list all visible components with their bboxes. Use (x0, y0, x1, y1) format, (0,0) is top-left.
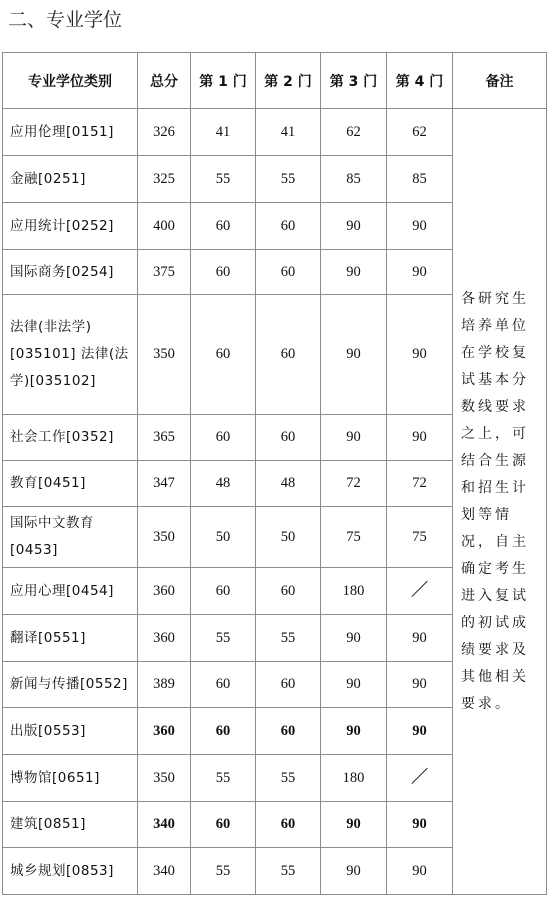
subject-1-score-cell: 60 (191, 250, 256, 295)
subject-2-score-cell: 55 (256, 156, 321, 203)
subject-3-score-cell: 75 (321, 507, 387, 568)
subject-4-score-cell: 75 (387, 507, 453, 568)
subject-4-score-cell: 90 (387, 802, 453, 848)
subject-3-score-cell: 90 (321, 250, 387, 295)
category-cell: 社会工作[0352] (3, 415, 138, 461)
subject-3-score-cell: 90 (321, 295, 387, 415)
category-cell: 金融[0251] (3, 156, 138, 203)
subject-1-score-cell: 60 (191, 802, 256, 848)
table-header-row (3, 53, 547, 109)
total-score-cell: 326 (138, 109, 191, 156)
category-cell: 法律(非法学)[035101] 法律(法学)[035102] (3, 295, 138, 415)
score-table (2, 52, 547, 895)
subject-3-score-cell: 90 (321, 802, 387, 848)
category-cell: 出版[0553] (3, 708, 138, 755)
subject-3-score-cell: 72 (321, 461, 387, 507)
subject-4-score-cell: 90 (387, 295, 453, 415)
header-subject-1: 第 1 门 (191, 53, 256, 109)
header-category: 专业学位类别 (3, 53, 138, 109)
subject-1-score-cell: 41 (191, 109, 256, 156)
total-score-cell: 400 (138, 203, 191, 250)
subject-1-score-cell: 60 (191, 708, 256, 755)
subject-4-score-cell: 72 (387, 461, 453, 507)
category-cell: 国际中文教育[0453] (3, 507, 138, 568)
total-score-cell: 389 (138, 662, 191, 708)
subject-2-score-cell: 60 (256, 568, 321, 615)
category-cell: 教育[0451] (3, 461, 138, 507)
subject-1-score-cell: 60 (191, 662, 256, 708)
total-score-cell: 350 (138, 755, 191, 802)
subject-2-score-cell: 41 (256, 109, 321, 156)
subject-1-score-cell: 48 (191, 461, 256, 507)
table-body (3, 109, 547, 895)
subject-2-score-cell: 60 (256, 295, 321, 415)
subject-3-score-cell: 85 (321, 156, 387, 203)
subject-3-score-cell: 180 (321, 568, 387, 615)
total-score-cell: 350 (138, 295, 191, 415)
subject-1-score-cell: 55 (191, 848, 256, 895)
subject-1-score-cell: 60 (191, 203, 256, 250)
subject-1-score-cell: 50 (191, 507, 256, 568)
subject-4-score-cell: 90 (387, 708, 453, 755)
subject-4-score-cell: 90 (387, 203, 453, 250)
category-cell: 城乡规划[0853] (3, 848, 138, 895)
subject-4-score-cell: 90 (387, 415, 453, 461)
subject-4-score-cell: 90 (387, 250, 453, 295)
subject-1-score-cell: 60 (191, 295, 256, 415)
total-score-cell: 360 (138, 568, 191, 615)
subject-2-score-cell: 60 (256, 662, 321, 708)
remark-cell: 各研究生培养单位在学校复试基本分数线要求之上，可结合生源和招生计划等情况，自主确定考生进入复试的初试成绩要求及其他相关要求。 (453, 109, 547, 895)
header-total: 总分 (138, 53, 191, 109)
subject-4-score-cell: 90 (387, 615, 453, 662)
total-score-cell: 375 (138, 250, 191, 295)
subject-2-score-cell: 60 (256, 708, 321, 755)
total-score-cell: 347 (138, 461, 191, 507)
subject-1-score-cell: 60 (191, 415, 256, 461)
subject-2-score-cell: 60 (256, 415, 321, 461)
subject-2-score-cell: 60 (256, 802, 321, 848)
total-score-cell: 365 (138, 415, 191, 461)
category-cell: 国际商务[0254] (3, 250, 138, 295)
subject-1-score-cell: 60 (191, 568, 256, 615)
subject-3-score-cell: 90 (321, 415, 387, 461)
subject-4-score-cell: 90 (387, 848, 453, 895)
total-score-cell: 340 (138, 848, 191, 895)
category-cell: 新闻与传播[0552] (3, 662, 138, 708)
subject-3-score-cell: 90 (321, 662, 387, 708)
subject-3-score-cell: 90 (321, 848, 387, 895)
not-applicable-slash (410, 579, 430, 599)
subject-3-score-cell: 62 (321, 109, 387, 156)
total-score-cell: 360 (138, 708, 191, 755)
total-score-cell: 325 (138, 156, 191, 203)
category-cell: 应用心理[0454] (3, 568, 138, 615)
not-applicable-slash (410, 766, 430, 786)
header-subject-2: 第 2 门 (256, 53, 321, 109)
category-cell: 应用伦理[0151] (3, 109, 138, 156)
subject-2-score-cell: 60 (256, 203, 321, 250)
subject-1-score-cell: 55 (191, 156, 256, 203)
table-row (3, 109, 547, 156)
subject-4-score-cell (387, 755, 453, 802)
subject-2-score-cell: 55 (256, 755, 321, 802)
subject-1-score-cell: 55 (191, 615, 256, 662)
category-cell: 博物馆[0651] (3, 755, 138, 802)
subject-2-score-cell: 50 (256, 507, 321, 568)
category-cell: 建筑[0851] (3, 802, 138, 848)
total-score-cell: 350 (138, 507, 191, 568)
category-cell: 应用统计[0252] (3, 203, 138, 250)
subject-2-score-cell: 55 (256, 848, 321, 895)
subject-2-score-cell: 48 (256, 461, 321, 507)
subject-4-score-cell: 90 (387, 662, 453, 708)
subject-4-score-cell: 62 (387, 109, 453, 156)
section-title: 二、专业学位 (8, 9, 123, 31)
subject-2-score-cell: 55 (256, 615, 321, 662)
subject-3-score-cell: 90 (321, 615, 387, 662)
subject-3-score-cell: 90 (321, 203, 387, 250)
subject-3-score-cell: 180 (321, 755, 387, 802)
subject-4-score-cell: 85 (387, 156, 453, 203)
header-remark: 备注 (453, 53, 547, 109)
total-score-cell: 360 (138, 615, 191, 662)
header-subject-4: 第 4 门 (387, 53, 453, 109)
header-subject-3: 第 3 门 (321, 53, 387, 109)
subject-2-score-cell: 60 (256, 250, 321, 295)
subject-3-score-cell: 90 (321, 708, 387, 755)
subject-1-score-cell: 55 (191, 755, 256, 802)
total-score-cell: 340 (138, 802, 191, 848)
subject-4-score-cell (387, 568, 453, 615)
category-cell: 翻译[0551] (3, 615, 138, 662)
